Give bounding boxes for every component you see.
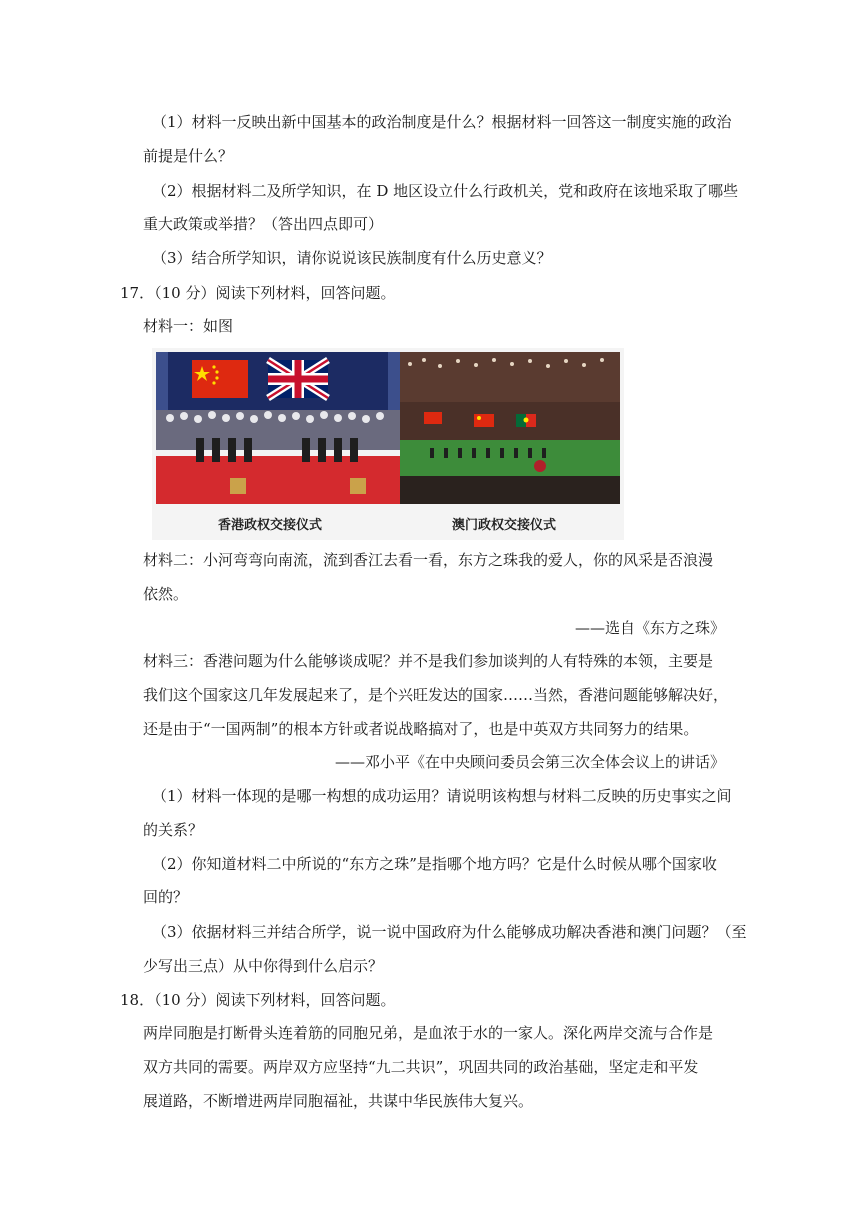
q17-sub2-line1: （2）你知道材料二中所说的“东方之珠”是指哪个地方吗？它是什么时候从哪个国家收: [152, 855, 717, 873]
handover-ceremony-photos: [152, 348, 624, 540]
q16-sub2-line1: （2）根据材料二及所学知识，在 D 地区设立什么行政机关，党和政府在该地采取了哪些: [152, 182, 739, 200]
q17-sub1-line1: （1）材料一体现的是哪一构想的成功运用？请说明该构想与材料二反映的历史事实之间: [152, 787, 732, 805]
q17-sub2-line2: 回的？: [143, 888, 189, 906]
q18-text-line2: 双方共同的需要。两岸双方应坚持“九二共识”，巩固共同的政治基础，坚定走和平发: [143, 1058, 699, 1076]
macau-handover-photo: [400, 352, 620, 504]
q17-material2-line1: 材料二：小河弯弯向南流，流到香江去看一看，东方之珠我的爱人，你的风采是否浪漫: [143, 551, 714, 569]
q17-sub1-line2: 的关系？: [143, 821, 204, 839]
q17-material2-source: ——选自《东方之珠》: [574, 619, 725, 637]
q17-material1-label: 材料一：如图: [143, 317, 234, 335]
q16-sub3: （3）结合所学知识，请你说说该民族制度有什么历史意义？: [152, 249, 552, 267]
q17-material3-line2: 我们这个国家这几年发展起来了，是个兴旺发达的国家……当然，香港问题能够解决好，: [143, 686, 729, 704]
q18-text-line1: 两岸同胞是打断骨头连着筋的同胞兄弟，是血浓于水的一家人。深化两岸交流与合作是: [143, 1024, 714, 1042]
q17-material3-line1: 材料三：香港问题为什么能够谈成呢？并不是我们参加谈判的人有特殊的本领，主要是: [143, 652, 714, 670]
q17-material2-line2: 依然。: [143, 585, 189, 603]
caption-hongkong: 香港政权交接仪式: [218, 518, 323, 533]
q16-sub1-line2: 前提是什么？: [143, 147, 234, 165]
q17-header: 17．（10 分）阅读下列材料，回答问题。: [120, 284, 396, 302]
q18-text-line3: 展道路，不断增进两岸同胞福祉，共谋中华民族伟大复兴。: [143, 1092, 534, 1110]
q17-sub3-line2: 少写出三点）从中你得到什么启示？: [143, 957, 384, 975]
q16-sub2-line2: 重大政策或举措？（答出四点即可）: [143, 215, 384, 233]
hongkong-handover-photo: [156, 352, 400, 504]
q17-sub3-line1: （3）依据材料三并结合所学，说一说中国政府为什么能够成功解决香港和澳门问题？（至: [152, 923, 747, 941]
q17-material3-source: ——邓小平《在中央顾问委员会第三次全体会议上的讲话》: [334, 753, 725, 771]
q18-header: 18．（10 分）阅读下列材料，回答问题。: [120, 991, 396, 1009]
q16-sub1-line1: （1）材料一反映出新中国基本的政治制度是什么？根据材料一回答这一制度实施的政治: [152, 113, 732, 131]
caption-macau: 澳门政权交接仪式: [452, 518, 557, 533]
q17-material3-line3: 还是由于“一国两制”的根本方针或者说战略搞对了，也是中英双方共同努力的结果。: [143, 720, 699, 738]
